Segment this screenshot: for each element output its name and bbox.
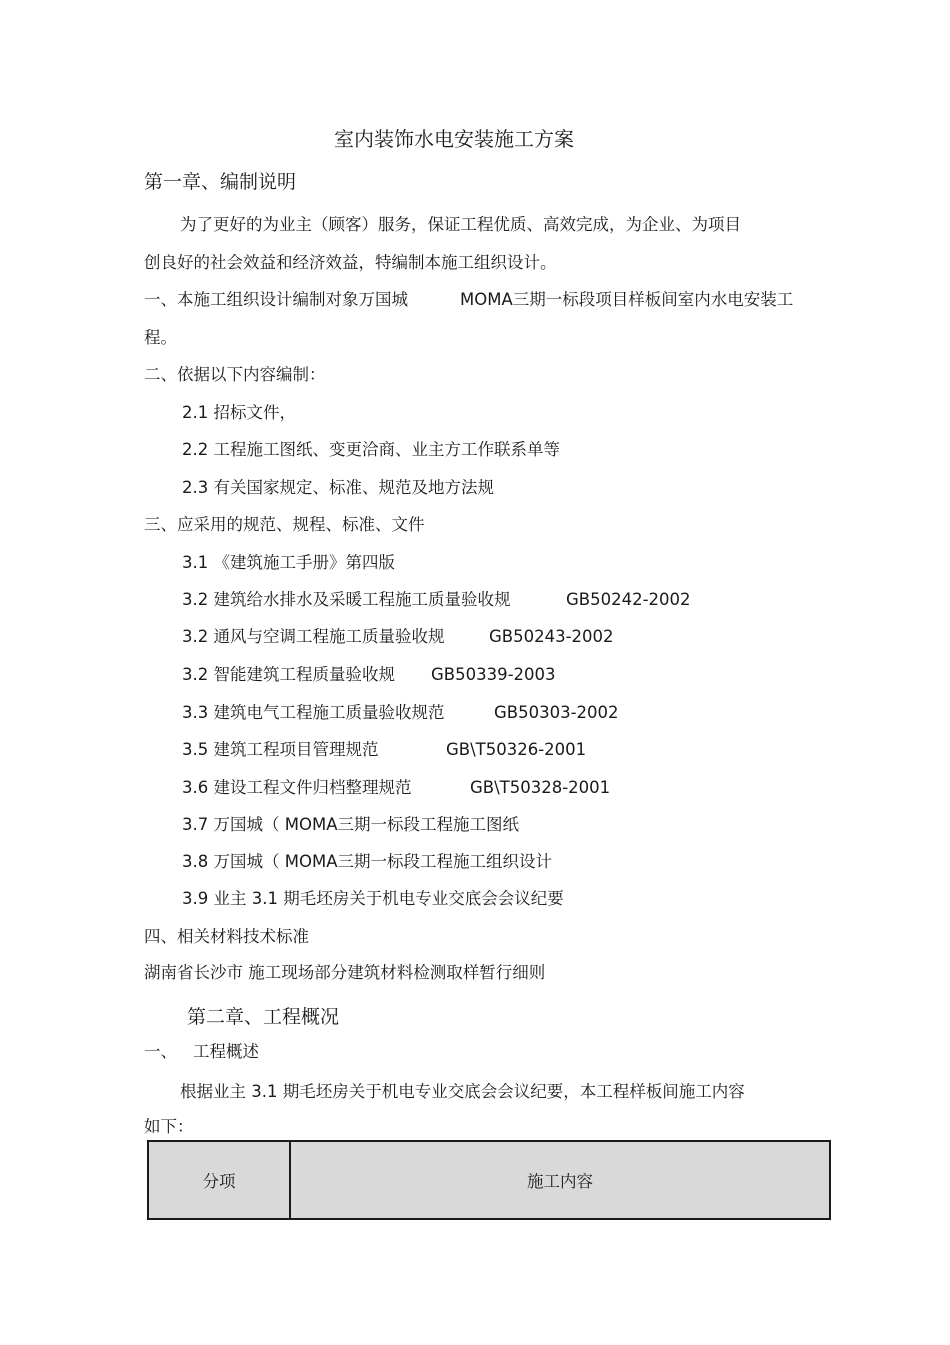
- standard-item: [182, 552, 395, 574]
- document-title: 室内装饰水电安装施工方案: [334, 127, 574, 151]
- standard-text: 万国城（ MOMA三期一标段工程施工图纸: [213, 815, 519, 834]
- item4-text: 湖南省长沙市 施工现场部分建筑材料检测取样暂行细则: [144, 963, 546, 982]
- basis-text: 有关国家规定、标准、规范及地方法规: [213, 478, 494, 497]
- basis-num: 2.1: [182, 403, 209, 422]
- standard-num: 3.9: [182, 889, 209, 908]
- chapter1-heading: 第一章、编制说明: [144, 171, 297, 193]
- basis-num: 2.2: [182, 440, 209, 459]
- standard-code: GB50303-2002: [494, 703, 619, 722]
- item3-heading: 三、应采用的规范、规程、标准、文件: [144, 515, 425, 534]
- item2-heading: 二、依据以下内容编制：: [144, 365, 326, 384]
- standard-item: [182, 814, 519, 836]
- table-header-cell: 分项: [148, 1141, 290, 1219]
- standard-text: 通风与空调工程施工质量验收规: [213, 627, 445, 646]
- standard-item: [182, 702, 445, 724]
- overview-title: 工程概述: [193, 1042, 259, 1061]
- item4-heading: 四、相关材料技术标准: [144, 927, 309, 946]
- chapter2-heading: 第二章、工程概况: [187, 1006, 340, 1028]
- standard-code: GB\T50328-2001: [470, 778, 611, 797]
- standard-text: 建筑给水排水及采暖工程施工质量验收规: [213, 590, 511, 609]
- standard-text: 智能建筑工程质量验收规: [213, 665, 395, 684]
- item1-line-1a: 一、本施工组织设计编制对象万国城: [144, 290, 408, 309]
- basis-item: [182, 402, 296, 424]
- basis-text: 工程施工图纸、变更洽商、业主方工作联系单等: [213, 440, 560, 459]
- standard-text: 建筑电气工程施工质量验收规范: [213, 703, 445, 722]
- overview-para-line-2: 如下：: [144, 1117, 194, 1136]
- standard-num: 3.6: [182, 778, 209, 797]
- table-header-row: [148, 1141, 830, 1219]
- standard-num: 3.7: [182, 815, 209, 834]
- standard-num: 3.2: [182, 627, 209, 646]
- standard-text: 建筑工程项目管理规范: [213, 740, 379, 759]
- standard-item: [182, 664, 395, 686]
- overview-num: 一、: [144, 1042, 177, 1061]
- scope-table: [147, 1140, 831, 1220]
- basis-item: [182, 477, 494, 499]
- standard-item: [182, 626, 445, 648]
- standard-item: [182, 888, 564, 910]
- basis-num: 2.3: [182, 478, 209, 497]
- standard-num: 3.8: [182, 852, 209, 871]
- standard-text: 建设工程文件归档整理规范: [213, 778, 412, 797]
- basis-text: 招标文件，: [213, 403, 296, 422]
- standard-code: GB50339-2003: [431, 665, 556, 684]
- standard-item: [182, 851, 552, 873]
- standard-num: 3.2: [182, 590, 209, 609]
- standard-num: 3.2: [182, 665, 209, 684]
- standard-item: [182, 589, 511, 611]
- standard-num: 3.1: [182, 553, 209, 572]
- overview-para-line-1: 根据业主 3.1 期毛坯房关于机电专业交底会会议纪要，本工程样板间施工内容: [180, 1082, 745, 1101]
- standard-code: GB50243-2002: [489, 627, 614, 646]
- table-header-cell: 施工内容: [290, 1141, 830, 1219]
- standard-item: [182, 777, 412, 799]
- intro-line-1: 为了更好的为业主（顾客）服务，保证工程优质、高效完成，为企业、为项目: [180, 215, 741, 234]
- item1-line-1b: MOMA三期一标段项目样板间室内水电安装工: [460, 290, 794, 309]
- standard-item: [182, 739, 379, 761]
- item1-line-2: 程。: [144, 328, 177, 347]
- standard-text: 《建筑施工手册》第四版: [213, 553, 395, 572]
- standard-code: GB50242-2002: [566, 590, 691, 609]
- standard-code: GB\T50326-2001: [446, 740, 587, 759]
- intro-line-2: 创良好的社会效益和经济效益，特编制本施工组织设计。: [144, 253, 557, 272]
- basis-item: [182, 439, 560, 461]
- standard-text: 业主 3.1 期毛坯房关于机电专业交底会会议纪要: [213, 889, 564, 908]
- standard-num: 3.5: [182, 740, 209, 759]
- standard-num: 3.3: [182, 703, 209, 722]
- standard-text: 万国城（ MOMA三期一标段工程施工组织设计: [213, 852, 552, 871]
